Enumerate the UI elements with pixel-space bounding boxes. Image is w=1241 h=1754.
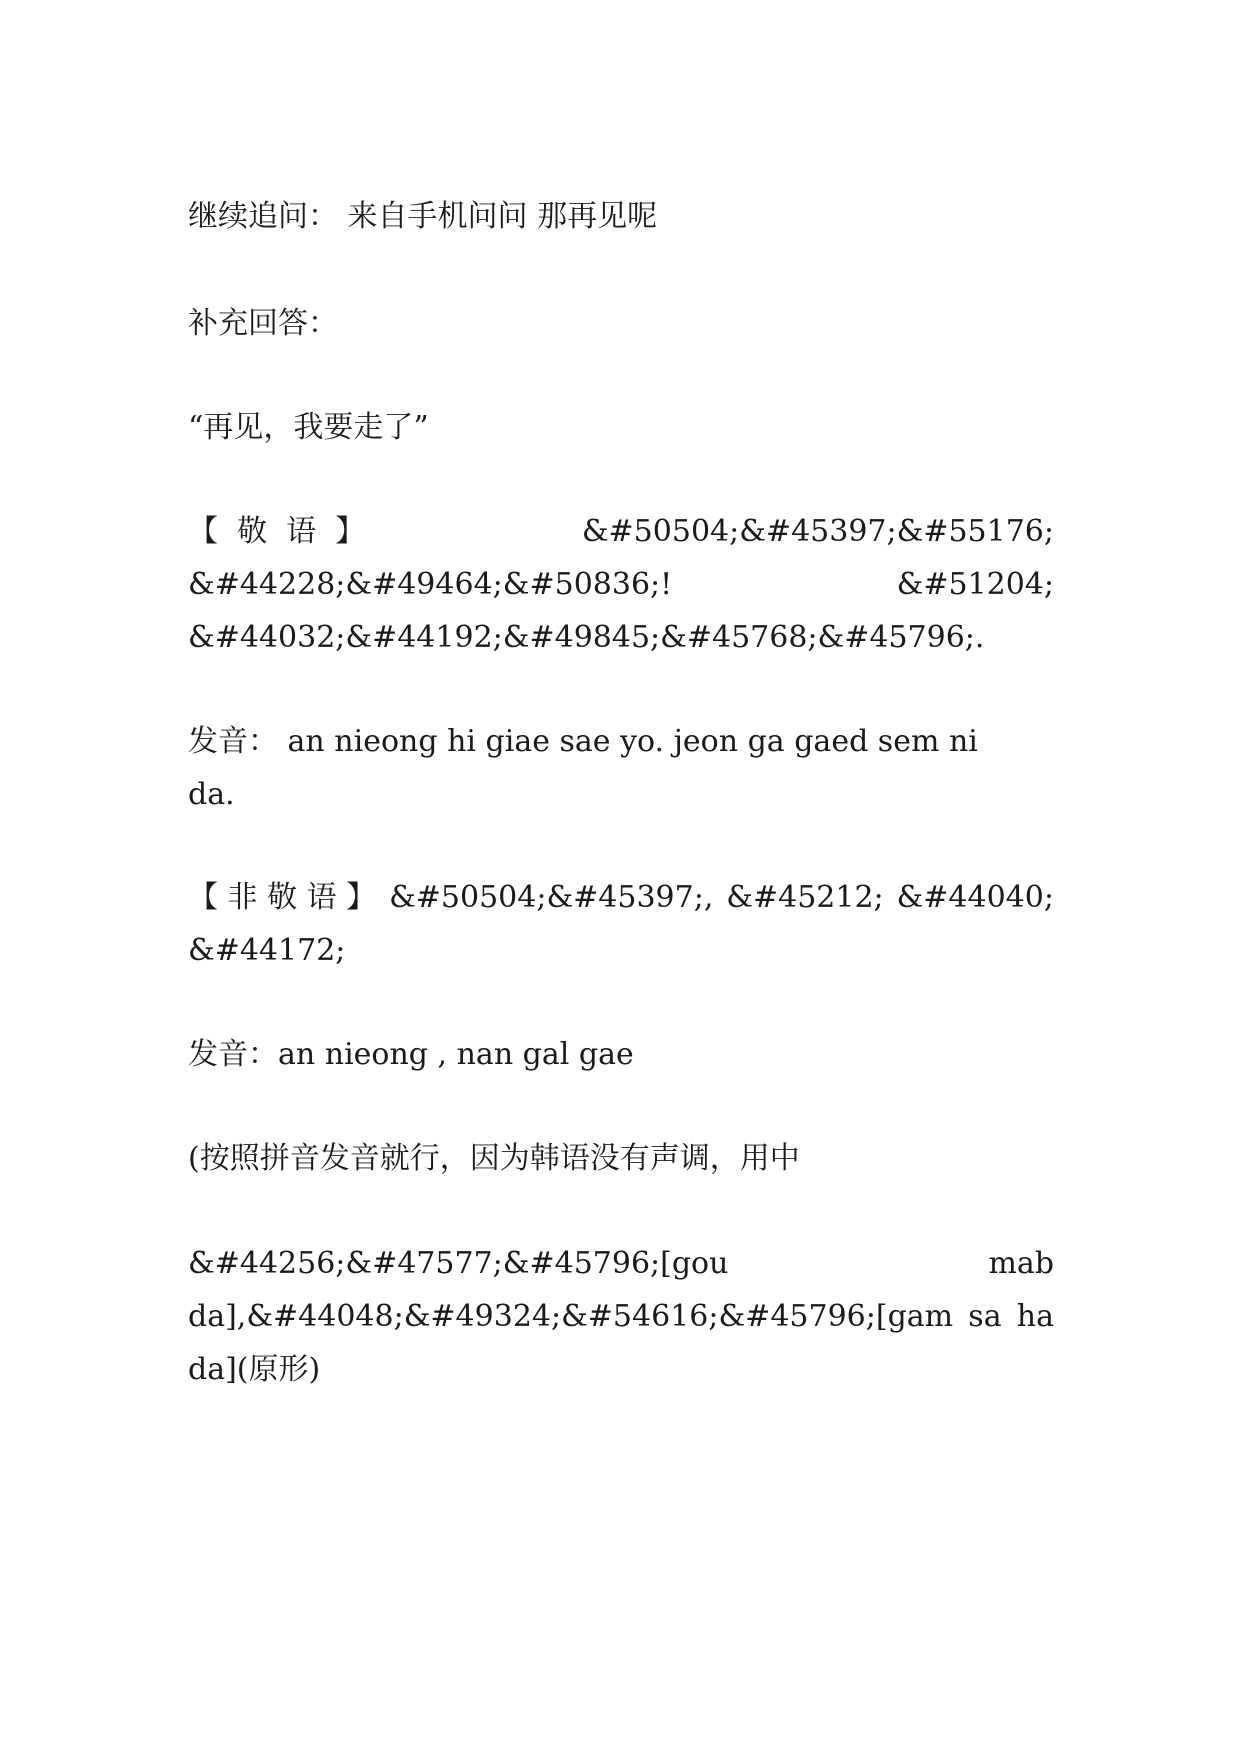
non-honorific-pronunciation: 发音：an nieong , nan gal gae <box>188 1037 634 1072</box>
example-line-1 <box>188 1244 1054 1284</box>
honorific-pronunciation-1: 发音： an nieong hi giae sae yo. jeon ga gaed sem ni <box>188 724 978 759</box>
honorific-line-1 <box>188 512 1054 552</box>
honorific-line-2 <box>188 565 1054 605</box>
example-text-1: &#44256;&#47577;&#45796;[gou <box>188 1246 729 1281</box>
followup-question: 继续追问： 来自手机问问 那再见呢 <box>188 199 658 234</box>
example-line-3: da](原形) <box>188 1352 321 1387</box>
quote-line: “再见，我要走了” <box>188 410 429 445</box>
note-line: (按照拼音发音就行，因为韩语没有声调，用中 <box>188 1141 800 1176</box>
honorific-korean-2: &#44228;&#49464;&#50836;! <box>188 567 673 602</box>
non-honorific-korean-2: &#45212; <box>726 880 884 915</box>
non-honorific-korean-1: &#50504;&#45397;, <box>389 880 714 915</box>
example-text-2: mab <box>988 1246 1054 1281</box>
honorific-line-3: &#44032;&#44192;&#49845;&#45768;&#45796;. <box>188 620 985 655</box>
example-text-4: sa <box>968 1299 1002 1334</box>
supplementary-answer-label: 补充回答： <box>188 306 338 341</box>
honorific-label: 【 敬 语 】 <box>188 514 366 549</box>
example-line-2 <box>188 1297 1054 1337</box>
honorific-korean-1: &#50504;&#45397;&#55176; <box>581 514 1054 549</box>
non-honorific-line-1 <box>188 878 1054 918</box>
example-text-5: ha <box>1016 1299 1054 1334</box>
non-honorific-label: 【 非 敬 语 】 <box>188 880 377 915</box>
non-honorific-korean-3: &#44040; <box>896 880 1054 915</box>
honorific-pronunciation-2: da. <box>188 777 235 812</box>
example-text-3: da],&#44048;&#49324;&#54616;&#45796;[gam <box>188 1299 954 1334</box>
honorific-korean-3: &#51204; <box>896 567 1054 602</box>
non-honorific-line-2: &#44172; <box>188 933 346 968</box>
